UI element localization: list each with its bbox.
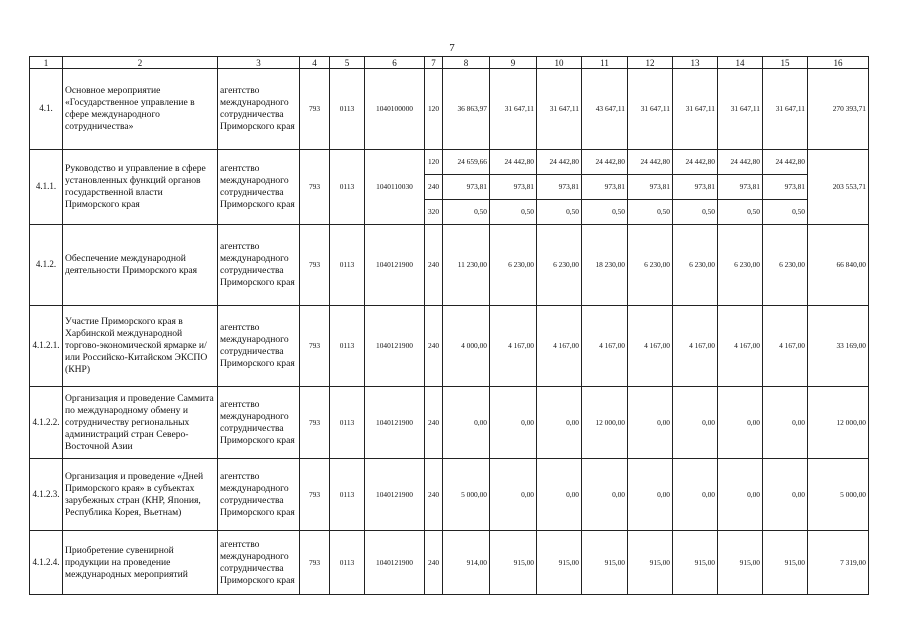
table-row — [30, 459, 869, 531]
section-code: 0113 — [330, 150, 365, 225]
value-cell: 6 230,00 — [718, 225, 763, 306]
value-cell: 31 647,11 — [718, 69, 763, 150]
value-cell: 915,00 — [673, 531, 718, 595]
value-cell: 0,00 — [537, 387, 582, 459]
header-cell: 4 — [300, 57, 330, 69]
value-cell: 12 000,00 — [582, 387, 628, 459]
value-cell: 973,81 — [673, 175, 718, 200]
header-cell: 2 — [63, 57, 218, 69]
expense-type: 120 — [425, 69, 443, 150]
row-number: 4.1.1. — [30, 150, 63, 225]
header-cell: 12 — [628, 57, 673, 69]
value-cell: 31 647,11 — [537, 69, 582, 150]
executor: агентство международного сотрудничества Приморского края — [218, 225, 300, 306]
value-cell: 24 442,80 — [628, 150, 673, 175]
value-cell: 6 230,00 — [673, 225, 718, 306]
value-cell: 0,50 — [582, 200, 628, 225]
value-cell: 6 230,00 — [490, 225, 537, 306]
value-cell: 914,00 — [443, 531, 490, 595]
table-row — [30, 69, 869, 150]
grbs-code: 793 — [300, 69, 330, 150]
value-cell: 0,00 — [582, 459, 628, 531]
value-cell: 11 230,00 — [443, 225, 490, 306]
value-cell: 5 000,00 — [443, 459, 490, 531]
total-cell: 66 840,00 — [808, 225, 869, 306]
executor: агентство международного сотрудничества Приморского края — [218, 387, 300, 459]
table-row — [30, 150, 869, 175]
expense-type: 240 — [425, 225, 443, 306]
activity-name: Организация и проведение Саммита по международному обмену и сотрудничеству региональных администраций стран Северо-Восточной Азии — [63, 387, 218, 459]
value-cell: 31 647,11 — [763, 69, 808, 150]
section-code: 0113 — [330, 459, 365, 531]
value-cell: 973,81 — [628, 175, 673, 200]
value-cell: 0,00 — [763, 387, 808, 459]
value-cell: 43 647,11 — [582, 69, 628, 150]
expense-type: 320 — [425, 200, 443, 225]
value-cell: 0,50 — [628, 200, 673, 225]
table-row — [30, 306, 869, 387]
row-number: 4.1.2.1. — [30, 306, 63, 387]
activity-name: Обеспечение международной деятельности Приморского края — [63, 225, 218, 306]
section-code: 0113 — [330, 387, 365, 459]
expense-type: 240 — [425, 387, 443, 459]
header-cell: 3 — [218, 57, 300, 69]
value-cell: 915,00 — [490, 531, 537, 595]
expense-type: 120 — [425, 150, 443, 175]
header-cell: 15 — [763, 57, 808, 69]
value-cell: 24 442,80 — [763, 150, 808, 175]
header-row — [30, 57, 869, 69]
header-cell: 11 — [582, 57, 628, 69]
executor: агентство международного сотрудничества Приморского края — [218, 69, 300, 150]
value-cell: 973,81 — [582, 175, 628, 200]
value-cell: 0,00 — [490, 387, 537, 459]
section-code: 0113 — [330, 306, 365, 387]
total-cell: 270 393,71 — [808, 69, 869, 150]
value-cell: 0,00 — [628, 459, 673, 531]
value-cell: 4 167,00 — [718, 306, 763, 387]
row-number: 4.1.2.2. — [30, 387, 63, 459]
activity-name: Приобретение сувенирной продукции на проведение международных мероприятий — [63, 531, 218, 595]
target-code: 1040121900 — [365, 531, 425, 595]
value-cell: 0,00 — [718, 459, 763, 531]
header-cell: 13 — [673, 57, 718, 69]
header-cell: 6 — [365, 57, 425, 69]
value-cell: 4 167,00 — [537, 306, 582, 387]
expense-type: 240 — [425, 459, 443, 531]
value-cell: 4 000,00 — [443, 306, 490, 387]
section-code: 0113 — [330, 69, 365, 150]
value-cell: 31 647,11 — [490, 69, 537, 150]
header-cell: 1 — [30, 57, 63, 69]
value-cell: 915,00 — [718, 531, 763, 595]
target-code: 1040121900 — [365, 387, 425, 459]
value-cell: 0,00 — [443, 387, 490, 459]
activity-name: Основное мероприятие «Государственное управление в сфере международного сотрудничества» — [63, 69, 218, 150]
value-cell: 0,00 — [490, 459, 537, 531]
value-cell: 973,81 — [763, 175, 808, 200]
value-cell: 24 442,80 — [718, 150, 763, 175]
section-code: 0113 — [330, 531, 365, 595]
expense-type: 240 — [425, 306, 443, 387]
value-cell: 915,00 — [763, 531, 808, 595]
header-cell: 5 — [330, 57, 365, 69]
value-cell: 31 647,11 — [673, 69, 718, 150]
value-cell: 973,81 — [490, 175, 537, 200]
value-cell: 31 647,11 — [628, 69, 673, 150]
executor: агентство международного сотрудничества Приморского края — [218, 306, 300, 387]
value-cell: 36 863,97 — [443, 69, 490, 150]
value-cell: 18 230,00 — [582, 225, 628, 306]
value-cell: 0,50 — [490, 200, 537, 225]
value-cell: 0,50 — [537, 200, 582, 225]
value-cell: 0,50 — [673, 200, 718, 225]
value-cell: 24 442,80 — [673, 150, 718, 175]
value-cell: 4 167,00 — [628, 306, 673, 387]
value-cell: 915,00 — [537, 531, 582, 595]
value-cell: 24 442,80 — [582, 150, 628, 175]
value-cell: 0,00 — [718, 387, 763, 459]
value-cell: 24 659,66 — [443, 150, 490, 175]
value-cell: 0,50 — [763, 200, 808, 225]
grbs-code: 793 — [300, 459, 330, 531]
activity-name: Организация и проведение «Дней Приморского края» в субъектах зарубежных стран (КНР, Япония, Республика Корея, Вьетнам) — [63, 459, 218, 531]
value-cell: 0,00 — [628, 387, 673, 459]
target-code: 1040121900 — [365, 306, 425, 387]
activity-name: Участие Приморского края в Харбинской международной торгово-экономической ярмарке и/или Российско-Китайском ЭКСПО (КНР) — [63, 306, 218, 387]
header-cell: 14 — [718, 57, 763, 69]
target-code: 1040100000 — [365, 69, 425, 150]
header-cell: 7 — [425, 57, 443, 69]
row-number: 4.1.2.4. — [30, 531, 63, 595]
total-cell: 203 553,71 — [808, 150, 869, 225]
expense-type: 240 — [425, 531, 443, 595]
value-cell: 0,00 — [673, 459, 718, 531]
budget-table — [29, 56, 869, 595]
executor: агентство международного сотрудничества Приморского края — [218, 150, 300, 225]
page-number: 7 — [449, 42, 455, 54]
executor: агентство международного сотрудничества Приморского края — [218, 531, 300, 595]
value-cell: 973,81 — [718, 175, 763, 200]
value-cell: 915,00 — [582, 531, 628, 595]
value-cell: 973,81 — [443, 175, 490, 200]
grbs-code: 793 — [300, 150, 330, 225]
value-cell: 6 230,00 — [537, 225, 582, 306]
value-cell: 0,50 — [718, 200, 763, 225]
value-cell: 973,81 — [537, 175, 582, 200]
grbs-code: 793 — [300, 387, 330, 459]
table-row — [30, 531, 869, 595]
executor: агентство международного сотрудничества Приморского края — [218, 459, 300, 531]
grbs-code: 793 — [300, 306, 330, 387]
value-cell: 24 442,80 — [490, 150, 537, 175]
total-cell: 5 000,00 — [808, 459, 869, 531]
header-cell: 9 — [490, 57, 537, 69]
value-cell: 4 167,00 — [763, 306, 808, 387]
value-cell: 6 230,00 — [763, 225, 808, 306]
table-row — [30, 225, 869, 306]
value-cell: 0,50 — [443, 200, 490, 225]
header-cell: 16 — [808, 57, 869, 69]
target-code: 1040110030 — [365, 150, 425, 225]
target-code: 1040121900 — [365, 225, 425, 306]
header-cell: 8 — [443, 57, 490, 69]
activity-name: Руководство и управление в сфере установленных функций органов государственной власти Приморского края — [63, 150, 218, 225]
value-cell: 0,00 — [763, 459, 808, 531]
target-code: 1040121900 — [365, 459, 425, 531]
row-number: 4.1. — [30, 69, 63, 150]
value-cell: 0,00 — [673, 387, 718, 459]
row-number: 4.1.2.3. — [30, 459, 63, 531]
value-cell: 4 167,00 — [582, 306, 628, 387]
header-cell: 10 — [537, 57, 582, 69]
table-row — [30, 387, 869, 459]
total-cell: 12 000,00 — [808, 387, 869, 459]
grbs-code: 793 — [300, 531, 330, 595]
total-cell: 33 169,00 — [808, 306, 869, 387]
value-cell: 915,00 — [628, 531, 673, 595]
grbs-code: 793 — [300, 225, 330, 306]
value-cell: 24 442,80 — [537, 150, 582, 175]
total-cell: 7 319,00 — [808, 531, 869, 595]
value-cell: 4 167,00 — [490, 306, 537, 387]
value-cell: 0,00 — [537, 459, 582, 531]
value-cell: 6 230,00 — [628, 225, 673, 306]
row-number: 4.1.2. — [30, 225, 63, 306]
value-cell: 4 167,00 — [673, 306, 718, 387]
section-code: 0113 — [330, 225, 365, 306]
expense-type: 240 — [425, 175, 443, 200]
